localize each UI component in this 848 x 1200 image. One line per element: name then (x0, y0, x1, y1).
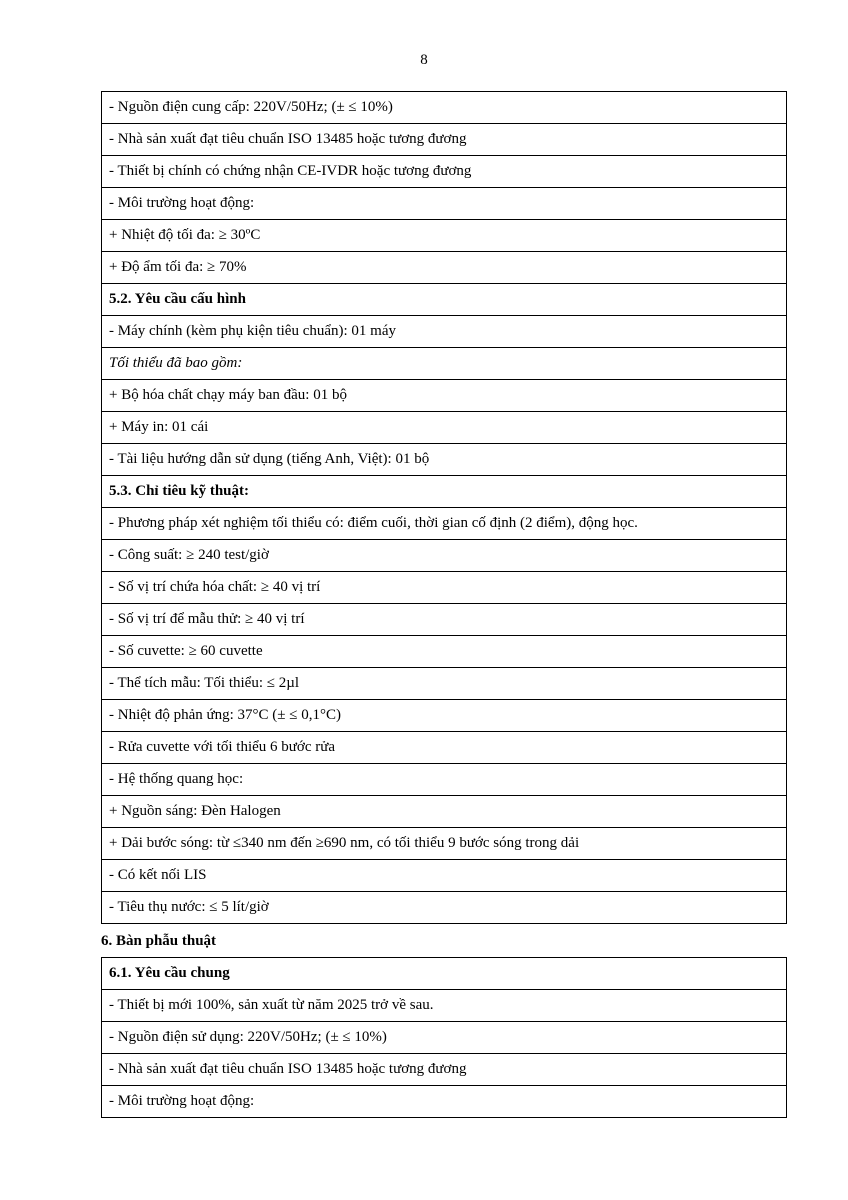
table-cell: - Số cuvette: ≥ 60 cuvette (102, 636, 787, 668)
table-cell: + Máy in: 01 cái (102, 412, 787, 444)
spec-table-body (102, 958, 787, 1118)
table-row (102, 1086, 787, 1118)
table-cell: 6.1. Yêu cầu chung (102, 958, 787, 990)
spec-table-body (102, 92, 787, 924)
table-cell: - Số vị trí để mẫu thử: ≥ 40 vị trí (102, 604, 787, 636)
table-row (102, 156, 787, 188)
table-cell: 5.2. Yêu cầu cấu hình (102, 284, 787, 316)
table-row (102, 412, 787, 444)
table-row (102, 1022, 787, 1054)
table-row (102, 380, 787, 412)
table-row (102, 252, 787, 284)
table-row (102, 124, 787, 156)
table-row (102, 1054, 787, 1086)
table-row (102, 796, 787, 828)
table-cell: - Thể tích mẫu: Tối thiểu: ≤ 2µl (102, 668, 787, 700)
table-row (102, 604, 787, 636)
table-cell: - Công suất: ≥ 240 test/giờ (102, 540, 787, 572)
table-cell: - Nguồn điện cung cấp: 220V/50Hz; (± ≤ 10%) (102, 92, 787, 124)
table-cell: - Hệ thống quang học: (102, 764, 787, 796)
table-row (102, 188, 787, 220)
table-row (102, 476, 787, 508)
table-cell: 5.3. Chỉ tiêu kỹ thuật: (102, 476, 787, 508)
table-cell: - Nguồn điện sử dụng: 220V/50Hz; (± ≤ 10%) (102, 1022, 787, 1054)
table-row (102, 220, 787, 252)
table-row (102, 828, 787, 860)
table-row (102, 990, 787, 1022)
spec-table-section-5 (101, 91, 787, 924)
table-cell: + Bộ hóa chất chạy máy ban đầu: 01 bộ (102, 380, 787, 412)
table-cell: - Tiêu thụ nước: ≤ 5 lít/giờ (102, 892, 787, 924)
table-cell: + Độ ẩm tối đa: ≥ 70% (102, 252, 787, 284)
table-row (102, 540, 787, 572)
table-cell: - Môi trường hoạt động: (102, 1086, 787, 1118)
table-row (102, 764, 787, 796)
section-6-heading: 6. Bàn phẫu thuật (101, 933, 217, 949)
table-cell: - Rửa cuvette với tối thiểu 6 bước rửa (102, 732, 787, 764)
table-cell: - Thiết bị chính có chứng nhận CE-IVDR hoặc tương đương (102, 156, 787, 188)
table-row (102, 700, 787, 732)
table-cell: - Thiết bị mới 100%, sản xuất từ năm 2025 trở về sau. (102, 990, 787, 1022)
table-cell: - Nhà sản xuất đạt tiêu chuẩn ISO 13485 hoặc tương đương (102, 124, 787, 156)
table-row (102, 860, 787, 892)
table-cell: + Nhiệt độ tối đa: ≥ 30ºC (102, 220, 787, 252)
table-row (102, 636, 787, 668)
table-cell: - Số vị trí chứa hóa chất: ≥ 40 vị trí (102, 572, 787, 604)
table-cell: - Môi trường hoạt động: (102, 188, 787, 220)
spec-table-section-6 (101, 957, 787, 1118)
table-row (102, 732, 787, 764)
table-row (102, 572, 787, 604)
table-cell: - Phương pháp xét nghiệm tối thiểu có: điểm cuối, thời gian cố định (2 điểm), động học. (102, 508, 787, 540)
table-row (102, 508, 787, 540)
table-row (102, 892, 787, 924)
table-cell: - Có kết nối LIS (102, 860, 787, 892)
table-row (102, 444, 787, 476)
table-cell: - Nhà sản xuất đạt tiêu chuẩn ISO 13485 hoặc tương đương (102, 1054, 787, 1086)
table-row (102, 284, 787, 316)
table-row (102, 316, 787, 348)
table-row (102, 958, 787, 990)
table-cell: - Tài liệu hướng dẫn sử dụng (tiếng Anh, Việt): 01 bộ (102, 444, 787, 476)
table-cell: Tối thiểu đã bao gồm: (102, 348, 787, 380)
table-row (102, 348, 787, 380)
table-row (102, 92, 787, 124)
table-cell: + Nguồn sáng: Đèn Halogen (102, 796, 787, 828)
table-cell: - Nhiệt độ phản ứng: 37°C (± ≤ 0,1°C) (102, 700, 787, 732)
table-cell: - Máy chính (kèm phụ kiện tiêu chuẩn): 01 máy (102, 316, 787, 348)
table-cell: + Dải bước sóng: từ ≤340 nm đến ≥690 nm, có tối thiểu 9 bước sóng trong dải (102, 828, 787, 860)
table-row (102, 668, 787, 700)
page-number: 8 (420, 52, 428, 68)
